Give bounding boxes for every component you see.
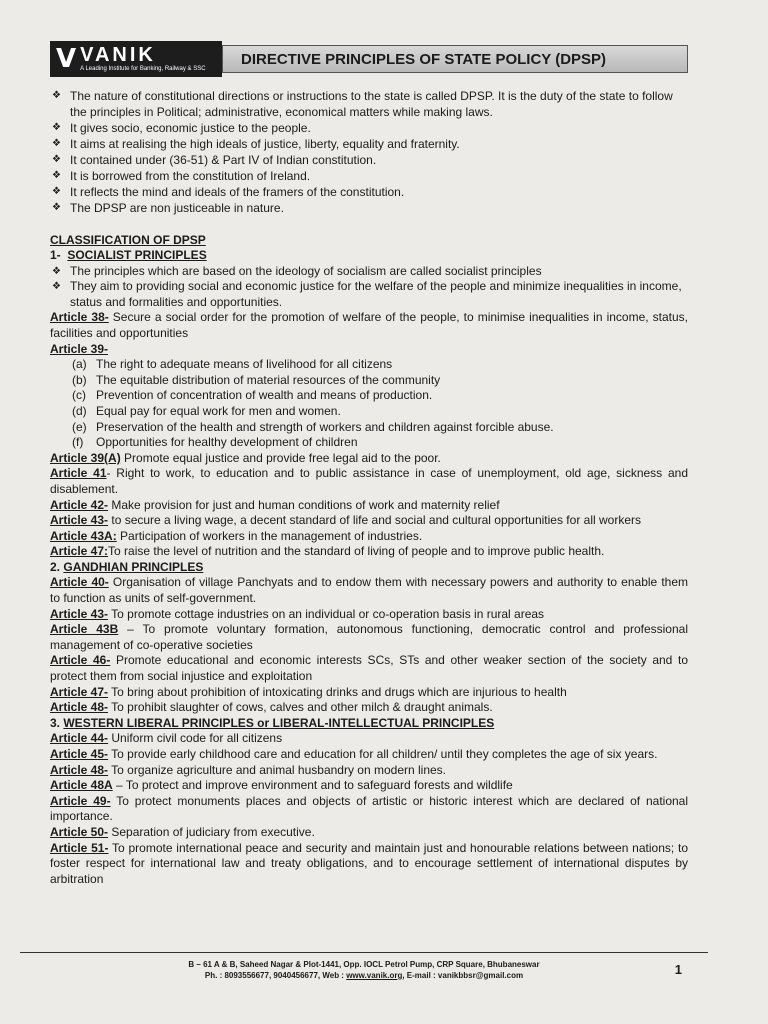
page-number: 1 xyxy=(674,962,682,977)
article-44: Article 44- Uniform civil code for all citizens xyxy=(50,731,283,746)
vanik-logo xyxy=(50,41,222,77)
page-footer xyxy=(20,952,708,981)
list-item: (d) Equal pay for equal work for men and women. xyxy=(72,403,341,418)
list-item: (a) The right to adequate means of livelihood for all citizens xyxy=(72,357,393,372)
article-48: Article 48- To organize agriculture and animal husbandry on modern lines. xyxy=(50,762,447,777)
footer-web-link[interactable]: www.vanik.org xyxy=(346,971,403,980)
article-39a: Article 39(A) Promote equal justice and provide free legal aid to the poor. xyxy=(50,450,441,465)
article-43b: Article 43B – To promote voluntary formation, autonomous functioning, democratic control and professional management of co-operative societies xyxy=(50,622,688,652)
socialist-bullet: ❖ They aim to providing social and economic justice for the welfare of the people and minimize inequalities in income, status and formalities and opportunities. xyxy=(50,279,688,310)
article-43: Article 43- To promote cottage industries on an individual or co-operation basis in rural areas xyxy=(50,606,545,621)
section-heading-socialist: 1- SOCIALIST PRINCIPLES xyxy=(50,248,207,262)
intro-item: ❖ It gives socio, economic justice to the people. xyxy=(50,120,688,136)
article-42: Article 42- Make provision for just and human conditions of work and maternity relief xyxy=(50,497,500,512)
classification-heading: CLASSIFICATION OF DPSP xyxy=(50,233,206,247)
footer-address: B – 61 A & B, Saheed Nagar & Plot-1441, Opp. IOCL Petrol Pump, CRP Square, Bhubaneswar xyxy=(188,960,540,969)
article-47: Article 47- To bring about prohibition of intoxicating drinks and drugs which are injurious to health xyxy=(50,684,567,699)
article-40: Article 40- Organisation of village Panchyats and to endow them with necessary powers and authority to enable them to function as units of self-government. xyxy=(50,575,688,606)
list-item: (f) Opportunities for healthy development of children xyxy=(72,435,358,450)
article-47: Article 47:To raise the level of nutrition and the standard of living of people and to improve public health. xyxy=(50,544,605,559)
article-45: Article 45- To provide early childhood care and education for all children/ until they completes the age of six years. xyxy=(50,747,658,761)
intro-item: ❖ It contained under (36-51) & Part IV of Indian constitution. xyxy=(50,152,688,168)
article-38: Article 38- Secure a social order for the promotion of welfare of the people, to minimise inequalities in income, status, facilities and opportunities xyxy=(50,310,688,340)
section-heading-gandhian: 2. GANDHIAN PRINCIPLES xyxy=(50,559,204,574)
article-41: Article 41- Right to work, to education and to public assistance in case of unemployment, old age, sickness and disablement. xyxy=(50,466,689,496)
intro-item: ❖ It reflects the mind and ideals of the framers of the constitution. xyxy=(50,184,688,200)
list-item: (b) The equitable distribution of material resources of the community xyxy=(72,372,441,387)
article-46: Article 46- Promote educational and economic interests SCs, STs and other weaker section of the society and to protect them from social injustice and exploitation xyxy=(50,653,688,684)
page-title: DIRECTIVE PRINCIPLES OF STATE POLICY (DPSP) xyxy=(222,45,688,73)
footer-contact: Ph. : 8093556677, 9040456677, Web : www.vanik.org, E-mail : vanikbbsr@gmail.com xyxy=(204,971,524,980)
logo-name: VANIK xyxy=(80,44,156,66)
logo-tagline: A Leading Institute for Banking, Railway & SSC xyxy=(80,66,206,72)
article-50: Article 50- Separation of judiciary from executive. xyxy=(50,824,315,839)
article-51: Article 51- To promote international peace and security and maintain just and honourable relations between nations; to foster respect for international law and treaty obligations, and to encourage settlement of international disputes by arbitration xyxy=(50,840,688,886)
intro-item: ❖ The nature of constitutional directions or instructions to the state is called DPSP. It is the duty of the state to follow the principles in Political; administrative, economical matters while making laws. xyxy=(50,88,688,120)
article-39: Article 39- xyxy=(50,341,109,356)
intro-list xyxy=(50,88,688,216)
section-heading-western: 3. WESTERN LIBERAL PRINCIPLES or LIBERAL-INTELLECTUAL PRINCIPLES xyxy=(50,715,495,730)
page-header xyxy=(50,40,688,78)
logo-mark: V xyxy=(56,44,77,74)
article-48a: Article 48A – To protect and improve environment and to safeguard forests and wildlife xyxy=(50,778,513,793)
intro-item: ❖ It is borrowed from the constitution of Ireland. xyxy=(50,168,688,184)
article-43: Article 43- to secure a living wage, a decent standard of life and social and cultural opportunities for all workers xyxy=(50,513,641,528)
article-48: Article 48- To prohibit slaughter of cows, calves and other milch & draught animals. xyxy=(50,700,493,715)
article-43a: Article 43A: Participation of workers in the management of industries. xyxy=(50,528,423,543)
article-39-list xyxy=(50,357,688,451)
list-item: (c) Prevention of concentration of wealth and means of production. xyxy=(72,388,433,403)
socialist-bullet: ❖ The principles which are based on the ideology of socialism are called socialist principles xyxy=(50,264,688,280)
intro-item: ❖ The DPSP are non justiceable in nature. xyxy=(50,200,688,216)
article-49: Article 49- To protect monuments places and objects of artistic or historic interest which are declared of national importance. xyxy=(50,793,689,824)
intro-item: ❖ It aims at realising the high ideals of justice, liberty, equality and fraternity. xyxy=(50,136,688,152)
list-item: (e) Preservation of the health and strength of workers and children against forcible abuse. xyxy=(72,419,554,434)
